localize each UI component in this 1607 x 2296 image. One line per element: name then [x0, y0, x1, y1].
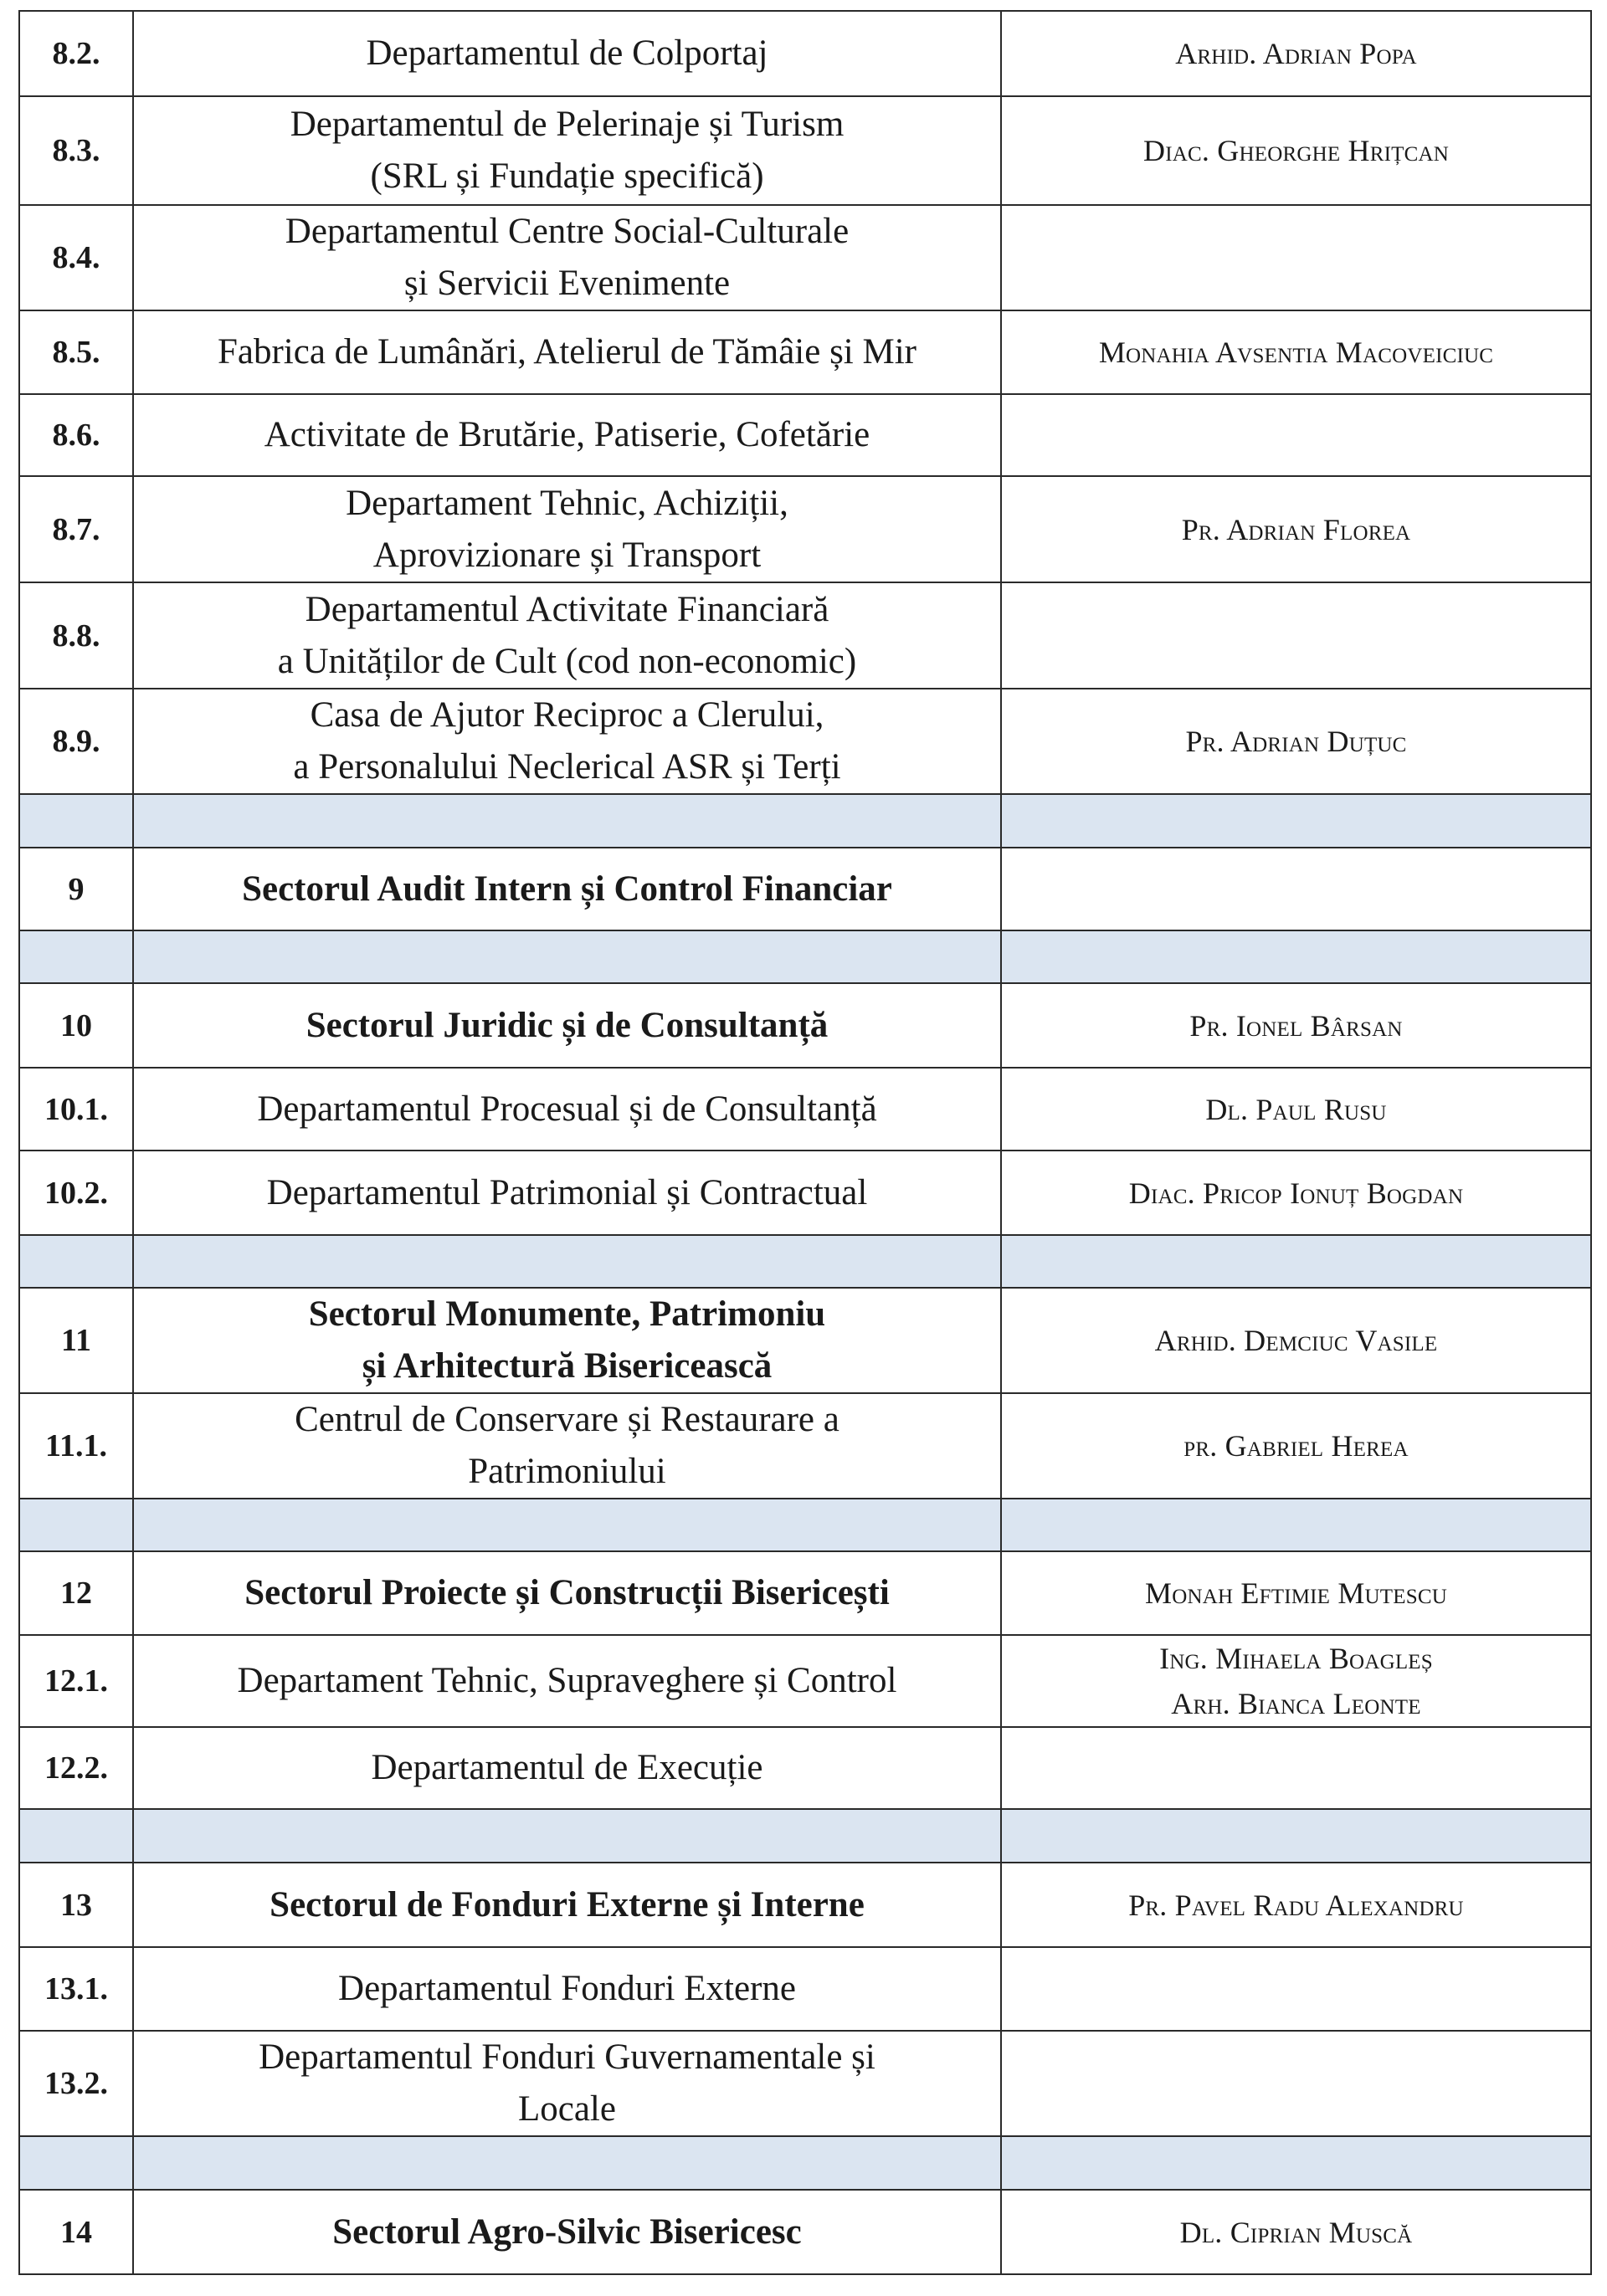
department-name: [133, 689, 1001, 794]
department-row: [19, 394, 1591, 476]
department-row: [19, 11, 1591, 96]
responsible-person: [1001, 476, 1591, 582]
row-number: 12.1.: [19, 1635, 133, 1727]
responsible-person-line: Pr. Ionel Bârsan: [1189, 1008, 1403, 1043]
department-name: [133, 1288, 1001, 1393]
department-name: [133, 205, 1001, 310]
department-row: [19, 582, 1591, 689]
separator-cell: [133, 1499, 1001, 1551]
separator-cell: [133, 794, 1001, 848]
department-name-line: a Personalului Neclerical ASR și Terți: [293, 747, 841, 787]
sector-row: [19, 2190, 1591, 2274]
separator-cell: [19, 1499, 133, 1551]
responsible-person: [1001, 582, 1591, 689]
department-row: [19, 1727, 1591, 1809]
section-separator: [19, 794, 1591, 848]
department-name-line: Sectorul Agro-Silvic Bisericesc: [332, 2211, 802, 2252]
section-separator: [19, 1235, 1591, 1288]
department-name-line: Departament Tehnic, Supraveghere și Control: [237, 1661, 897, 1700]
department-name: [133, 1863, 1001, 1947]
department-name-line: Sectorul Audit Intern și Control Financiar: [242, 869, 892, 909]
responsible-person: [1001, 2190, 1591, 2274]
row-number: 12.2.: [19, 1727, 133, 1809]
sector-row: [19, 848, 1591, 930]
row-number: 8.6.: [19, 394, 133, 476]
department-row: [19, 1151, 1591, 1235]
department-name-line: Locale: [518, 2089, 616, 2129]
department-row: [19, 1393, 1591, 1499]
row-number: 12: [19, 1551, 133, 1635]
department-name: [133, 394, 1001, 476]
responsible-person: [1001, 310, 1591, 394]
separator-cell: [19, 2136, 133, 2190]
responsible-person: [1001, 394, 1591, 476]
responsible-person: [1001, 96, 1591, 205]
responsible-person-line: pr. Gabriel Herea: [1183, 1429, 1409, 1463]
separator-cell: [133, 2136, 1001, 2190]
department-name: [133, 1727, 1001, 1809]
department-name-line: Departamentul Procesual și de Consultanță: [257, 1089, 877, 1129]
responsible-person: [1001, 1151, 1591, 1235]
responsible-person-line: Arh. Bianca Leonte: [1171, 1687, 1421, 1720]
department-name-line: și Arhitectură Bisericească: [362, 1346, 773, 1386]
department-row: [19, 689, 1591, 794]
responsible-person: [1001, 11, 1591, 96]
department-name: [133, 2190, 1001, 2274]
row-number: 13: [19, 1863, 133, 1947]
row-number: 10.1.: [19, 1068, 133, 1151]
separator-cell: [19, 1809, 133, 1863]
separator-cell: [133, 1809, 1001, 1863]
responsible-person-line: Ing. Mihaela Boagleș: [1159, 1642, 1433, 1675]
table-body: [19, 11, 1591, 2274]
department-name-line: Departamentul Fonduri Externe: [338, 1969, 796, 2008]
department-name: [133, 983, 1001, 1068]
row-number: 8.8.: [19, 582, 133, 689]
department-name-line: Departamentul Fonduri Guvernamentale și: [259, 2037, 875, 2077]
responsible-person-line: Monahia Avsentia Macoveiciuc: [1098, 336, 1494, 369]
department-name-line: Centrul de Conservare și Restaurare a: [295, 1400, 839, 1439]
responsible-person: [1001, 205, 1591, 310]
organization-table: [18, 10, 1592, 2275]
row-number: 11.1.: [19, 1393, 133, 1499]
responsible-person-line: Dl. Ciprian Muscă: [1179, 2215, 1413, 2249]
department-name-line: și Servicii Evenimente: [403, 264, 731, 303]
department-row: [19, 205, 1591, 310]
responsible-person: [1001, 1288, 1591, 1393]
responsible-person-line: Pr. Pavel Radu Alexandru: [1128, 1888, 1464, 1922]
separator-cell: [133, 930, 1001, 983]
department-name: [133, 1947, 1001, 2031]
department-name: [133, 96, 1001, 205]
sector-row: [19, 1863, 1591, 1947]
row-number: 8.3.: [19, 96, 133, 205]
department-name-line: Departamentul de Pelerinaje și Turism: [290, 105, 845, 144]
row-number: 13.1.: [19, 1947, 133, 2031]
sector-row: [19, 1551, 1591, 1635]
department-name: [133, 1068, 1001, 1151]
responsible-person-line: Diac. Pricop Ionuț Bogdan: [1128, 1176, 1464, 1210]
department-name: [133, 1551, 1001, 1635]
department-name-line: Departament Tehnic, Achiziții,: [346, 483, 788, 523]
department-name-line: Departamentul Activitate Financiară: [305, 589, 829, 629]
responsible-person: [1001, 1393, 1591, 1499]
separator-cell: [19, 930, 133, 983]
row-number: 8.5.: [19, 310, 133, 394]
department-name-line: Patrimoniului: [468, 1452, 666, 1491]
row-number: 9: [19, 848, 133, 930]
row-number: 14: [19, 2190, 133, 2274]
separator-cell: [133, 1235, 1001, 1288]
department-row: [19, 476, 1591, 582]
department-name-line: Sectorul de Fonduri Externe și Interne: [270, 1884, 865, 1924]
row-number: 11: [19, 1288, 133, 1393]
row-number: 10.2.: [19, 1151, 133, 1235]
department-name: [133, 476, 1001, 582]
department-name-line: (SRL și Fundație specifică): [370, 156, 764, 196]
department-name-line: Sectorul Monumente, Patrimoniu: [308, 1294, 826, 1334]
row-number: 8.9.: [19, 689, 133, 794]
responsible-person: [1001, 2031, 1591, 2136]
responsible-person-line: Dl. Paul Rusu: [1205, 1092, 1387, 1126]
row-number: 13.2.: [19, 2031, 133, 2136]
department-name: [133, 1635, 1001, 1727]
row-number: 10: [19, 983, 133, 1068]
department-row: [19, 2031, 1591, 2136]
sector-row: [19, 983, 1591, 1068]
department-name-line: a Unităților de Cult (cod non-economic): [277, 641, 857, 681]
department-row: [19, 1635, 1591, 1727]
department-name-line: Sectorul Proiecte și Construcții Bisericești: [244, 1573, 890, 1612]
separator-cell: [19, 794, 133, 848]
responsible-person: [1001, 1727, 1591, 1809]
separator-cell: [1001, 1235, 1591, 1288]
department-row: [19, 1947, 1591, 2031]
responsible-person: [1001, 983, 1591, 1068]
department-name: [133, 2031, 1001, 2136]
responsible-person-line: Diac. Gheorghe Hrițcan: [1143, 134, 1449, 167]
responsible-person: [1001, 1947, 1591, 2031]
department-name: [133, 1393, 1001, 1499]
department-name-line: Departamentul Centre Social-Culturale: [285, 212, 850, 251]
department-row: [19, 96, 1591, 205]
department-name-line: Sectorul Juridic și de Consultanță: [305, 1005, 829, 1045]
department-name-line: Aprovizionare și Transport: [372, 535, 762, 575]
department-name: [133, 1151, 1001, 1235]
responsible-person: [1001, 1863, 1591, 1947]
section-separator: [19, 930, 1591, 983]
department-name-line: Departamentul de Execuție: [371, 1748, 763, 1787]
responsible-person-line: Pr. Adrian Florea: [1181, 512, 1411, 546]
responsible-person-line: Arhid. Demciuc Vasile: [1154, 1324, 1438, 1357]
responsible-person-line: Arhid. Adrian Popa: [1175, 37, 1417, 70]
department-name-line: Departamentul Patrimonial și Contractual: [266, 1172, 868, 1212]
responsible-person: [1001, 1068, 1591, 1151]
separator-cell: [1001, 1809, 1591, 1863]
department-name-line: Departamentul de Colportaj: [366, 33, 768, 73]
row-number: 8.2.: [19, 11, 133, 96]
separator-cell: [19, 1235, 133, 1288]
department-name-line: Fabrica de Lumânări, Atelierul de Tămâie și Mir: [217, 332, 917, 372]
department-row: [19, 310, 1591, 394]
responsible-person-line: Pr. Adrian Duțuc: [1185, 725, 1407, 758]
responsible-person: [1001, 689, 1591, 794]
department-name: [133, 848, 1001, 930]
responsible-person: [1001, 1635, 1591, 1727]
sector-row: [19, 1288, 1591, 1393]
separator-cell: [1001, 1499, 1591, 1551]
department-name-line: Casa de Ajutor Reciproc a Clerului,: [310, 695, 824, 735]
separator-cell: [1001, 2136, 1591, 2190]
department-row: [19, 1068, 1591, 1151]
department-name: [133, 11, 1001, 96]
separator-cell: [1001, 794, 1591, 848]
department-name: [133, 310, 1001, 394]
department-name: [133, 582, 1001, 689]
section-separator: [19, 1499, 1591, 1551]
section-separator: [19, 1809, 1591, 1863]
responsible-person: [1001, 848, 1591, 930]
row-number: 8.7.: [19, 476, 133, 582]
section-separator: [19, 2136, 1591, 2190]
separator-cell: [1001, 930, 1591, 983]
responsible-person-line: Monah Eftimie Mutescu: [1145, 1576, 1447, 1610]
responsible-person: [1001, 1551, 1591, 1635]
department-name-line: Activitate de Brutărie, Patiserie, Cofetărie: [264, 415, 870, 454]
row-number: 8.4.: [19, 205, 133, 310]
